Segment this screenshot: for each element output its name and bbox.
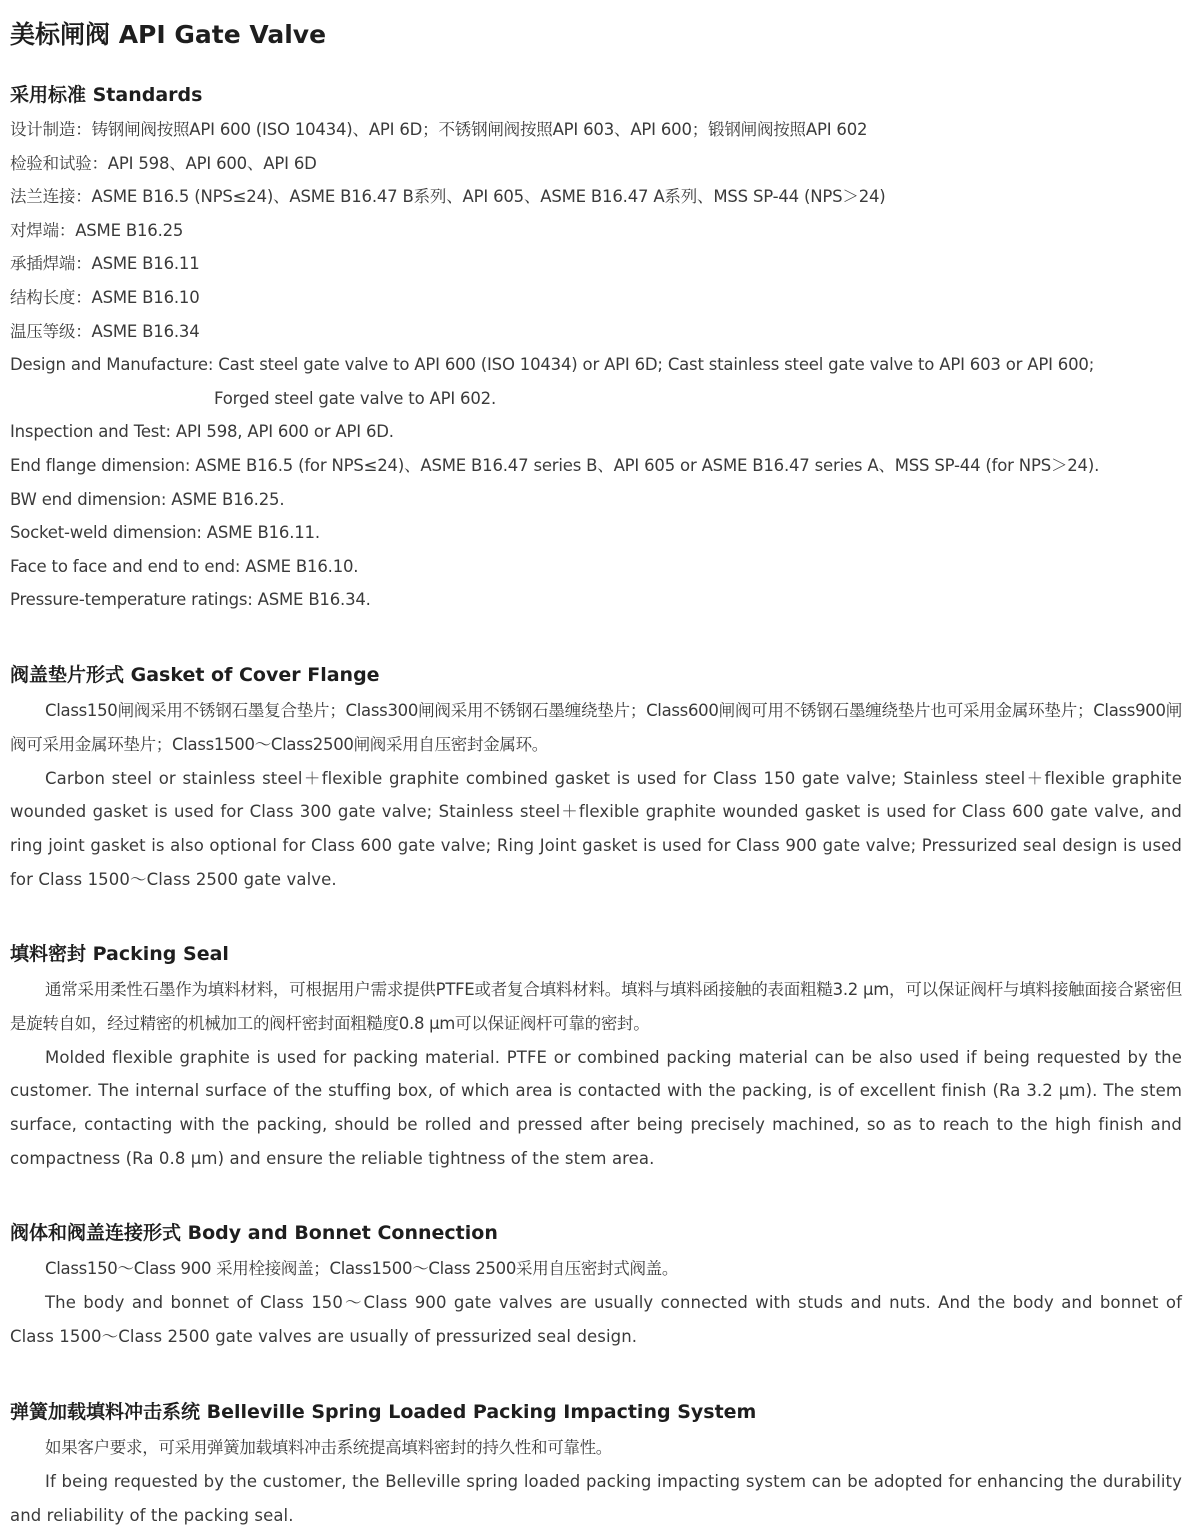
standards-line: Face to face and end to end: ASME B16.10. xyxy=(10,556,359,576)
belleville-heading: 弹簧加载填料冲击系统 Belleville Spring Loaded Packing Impacting System xyxy=(10,1401,757,1423)
standards-heading: 采用标准 Standards xyxy=(10,84,203,106)
gasket-heading: 阀盖垫片形式 Gasket of Cover Flange xyxy=(10,664,380,686)
gasket-paragraph-en: Carbon steel or stainless steel＋flexible graphite combined gasket is used for Class 150 gate valve; Stainless steel＋flexible graphite wounded gasket is used for Class 300 gate valve; Stainless steel＋flexible graphite wounded gasket is used for Class 600 gate valve, and ring joint gasket is also optional for Class 600 gate valve; Ring Joint gasket is used for Class 900 gate valve; Pressurized seal design is used for Class 1500～Class 2500 gate valve. xyxy=(10,768,1182,889)
standards-line: BW end dimension: ASME B16.25. xyxy=(10,489,285,509)
standards-line: Design and Manufacture: Cast steel gate valve to API 600 (ISO 10434) or API 6D; Cast stainless steel gate valve to API 603 or API 600; xyxy=(10,355,1095,375)
packing-section xyxy=(10,941,1182,1176)
standards-line: 设计制造：铸钢闸阀按照API 600 (ISO 10434)、API 6D；不锈钢闸阀按照API 603、API 600；锻钢闸阀按照API 602 xyxy=(10,120,868,139)
bonnet-paragraph-en: The body and bonnet of Class 150～Class 900 gate valves are usually connected with studs and nuts. And the body and bonnet of Class 1500～Class 2500 gate valves are usually of pressurized seal design. xyxy=(10,1292,1182,1346)
belleville-section xyxy=(10,1399,1182,1532)
packing-paragraph-cn: 通常采用柔性石墨作为填料材料，可根据用户需求提供PTFE或者复合填料材料。填料与填料函接触的表面粗糙3.2 μm，可以保证阀杆与填料接触面接合紧密但是旋转自如，经过精密的机械加工的阀杆密封面粗糙度0.8 μm可以保证阀杆可靠的密封。 xyxy=(10,980,1182,1033)
standards-line: 检验和试验：API 598、API 600、API 6D xyxy=(10,153,317,173)
standards-line: 法兰连接：ASME B16.5 (NPS≤24)、ASME B16.47 B系列、API 605、ASME B16.47 A系列、MSS SP-44 (NPS＞24) xyxy=(10,187,886,207)
standards-line: Inspection and Test: API 598, API 600 or API 6D. xyxy=(10,422,394,442)
gasket-paragraph-cn: Class150闸阀采用不锈钢石墨复合垫片；Class300闸阀采用不锈钢石墨缠绕垫片；Class600闸阀可用不锈钢石墨缠绕垫片也可采用金属环垫片；Class900闸阀可采用金属环垫片；Class1500～Class2500闸阀采用自压密封金属环。 xyxy=(10,701,1182,754)
standards-line: 温压等级：ASME B16.34 xyxy=(10,321,200,341)
standards-line: 结构长度：ASME B16.10 xyxy=(10,287,200,307)
bonnet-heading: 阀体和阀盖连接形式 Body and Bonnet Connection xyxy=(10,1222,498,1244)
standards-line: 对焊端：ASME B16.25 xyxy=(10,220,184,240)
bonnet-paragraph-cn: Class150～Class 900 采用栓接阀盖；Class1500～Class 2500采用自压密封式阀盖。 xyxy=(45,1259,679,1278)
packing-heading: 填料密封 Packing Seal xyxy=(10,943,229,965)
standards-line: Pressure-temperature ratings: ASME B16.34. xyxy=(10,590,371,610)
bonnet-section xyxy=(10,1220,1182,1353)
page-title: 美标闸阀 API Gate Valve xyxy=(10,20,327,49)
standards-line: Socket-weld dimension: ASME B16.11. xyxy=(10,523,320,543)
belleville-paragraph-cn: 如果客户要求，可采用弹簧加载填料冲击系统提高填料密封的持久性和可靠性。 xyxy=(45,1438,613,1457)
gasket-section xyxy=(10,662,1182,897)
packing-paragraph-en: Molded flexible graphite is used for packing material. PTFE or combined packing material can be also used if being requested by the customer. The internal surface of the stuffing box, of which area is contacted with the packing, is of excellent finish (Ra 3.2 μm). The stem surface, contacting with the packing, should be rolled and pressed after being precisely machined, so as to reach to the high finish and compactness (Ra 0.8 μm) and ensure the reliable tightness of the stem area. xyxy=(10,1047,1182,1168)
standards-line: 承插焊端：ASME B16.11 xyxy=(10,254,200,274)
standards-line: End flange dimension: ASME B16.5 (for NPS≤24)、ASME B16.47 series B、API 605 or ASME B16.47 series A、MSS SP-44 (for NPS＞24). xyxy=(10,455,1100,475)
belleville-paragraph-en: If being requested by the customer, the Belleville spring loaded packing impacting system can be adopted for enhancing the durability and reliability of the packing seal. xyxy=(10,1471,1182,1525)
standards-section xyxy=(10,82,1182,617)
standards-list xyxy=(10,113,1182,617)
standards-line: Forged steel gate valve to API 602. xyxy=(214,388,496,408)
